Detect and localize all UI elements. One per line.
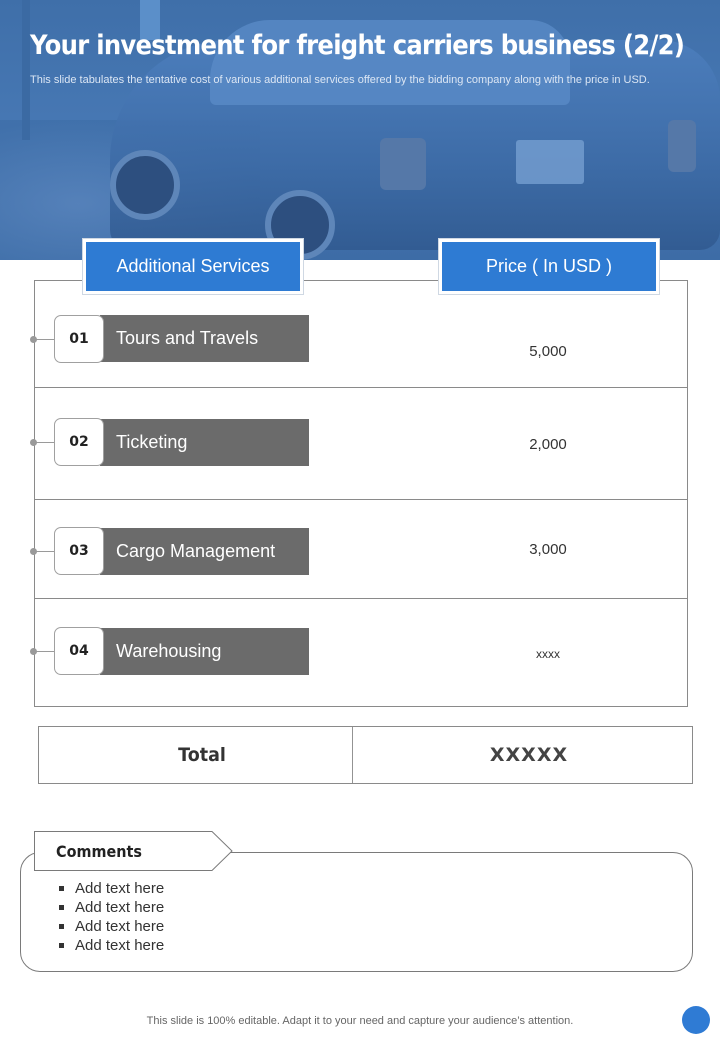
connector-line (36, 551, 54, 552)
pole-shape (22, 0, 30, 140)
connector-line (36, 442, 54, 443)
comments-title: Comments (56, 842, 142, 861)
row-number-badge: 01 (54, 315, 104, 363)
total-row (38, 726, 693, 784)
service-label-bar: Ticketing (100, 419, 309, 466)
comment-item: Add text here (58, 898, 164, 917)
price-value: 2,000 (529, 436, 567, 453)
column-header-price: Price ( In USD ) (439, 239, 659, 294)
comment-item: Add text here (58, 917, 164, 936)
footer-note: This slide is 100% editable. Adapt it to your need and capture your audience’s attention. (146, 1015, 574, 1027)
row-number-badge: 02 (54, 418, 104, 466)
comment-list (58, 879, 164, 955)
page-subtitle: This slide tabulates the tentative cost of various additional services offered by the bidding company along with the price in USD. (30, 74, 650, 86)
total-value: XXXXX (489, 744, 569, 766)
service-label-bar: Cargo Management (100, 528, 309, 575)
row-divider (34, 387, 688, 388)
comment-item: Add text here (58, 936, 164, 955)
row-number-badge: 04 (54, 627, 104, 675)
price-value: 3,000 (529, 541, 567, 558)
price-value: xxxx (536, 647, 560, 661)
column-header-services: Additional Services (83, 239, 303, 294)
comments-tab (34, 831, 234, 871)
connector-line (36, 651, 54, 652)
license-plate-shape (516, 140, 584, 184)
service-label-bar: Warehousing (100, 628, 309, 675)
tail-lamp-shape (668, 120, 696, 172)
tail-lamp-shape (380, 138, 426, 190)
row-divider (34, 598, 688, 599)
corner-dot-decoration (682, 1006, 710, 1034)
comment-item: Add text here (58, 879, 164, 898)
service-label-bar: Tours and Travels (100, 315, 309, 362)
connector-line (36, 339, 54, 340)
row-number-badge: 03 (54, 527, 104, 575)
price-value: 5,000 (529, 343, 567, 360)
wheel-shape (110, 150, 180, 220)
row-divider (34, 499, 688, 500)
total-label: Total (52, 727, 353, 783)
page-title: Your investment for freight carriers business (2/2) (30, 30, 685, 61)
